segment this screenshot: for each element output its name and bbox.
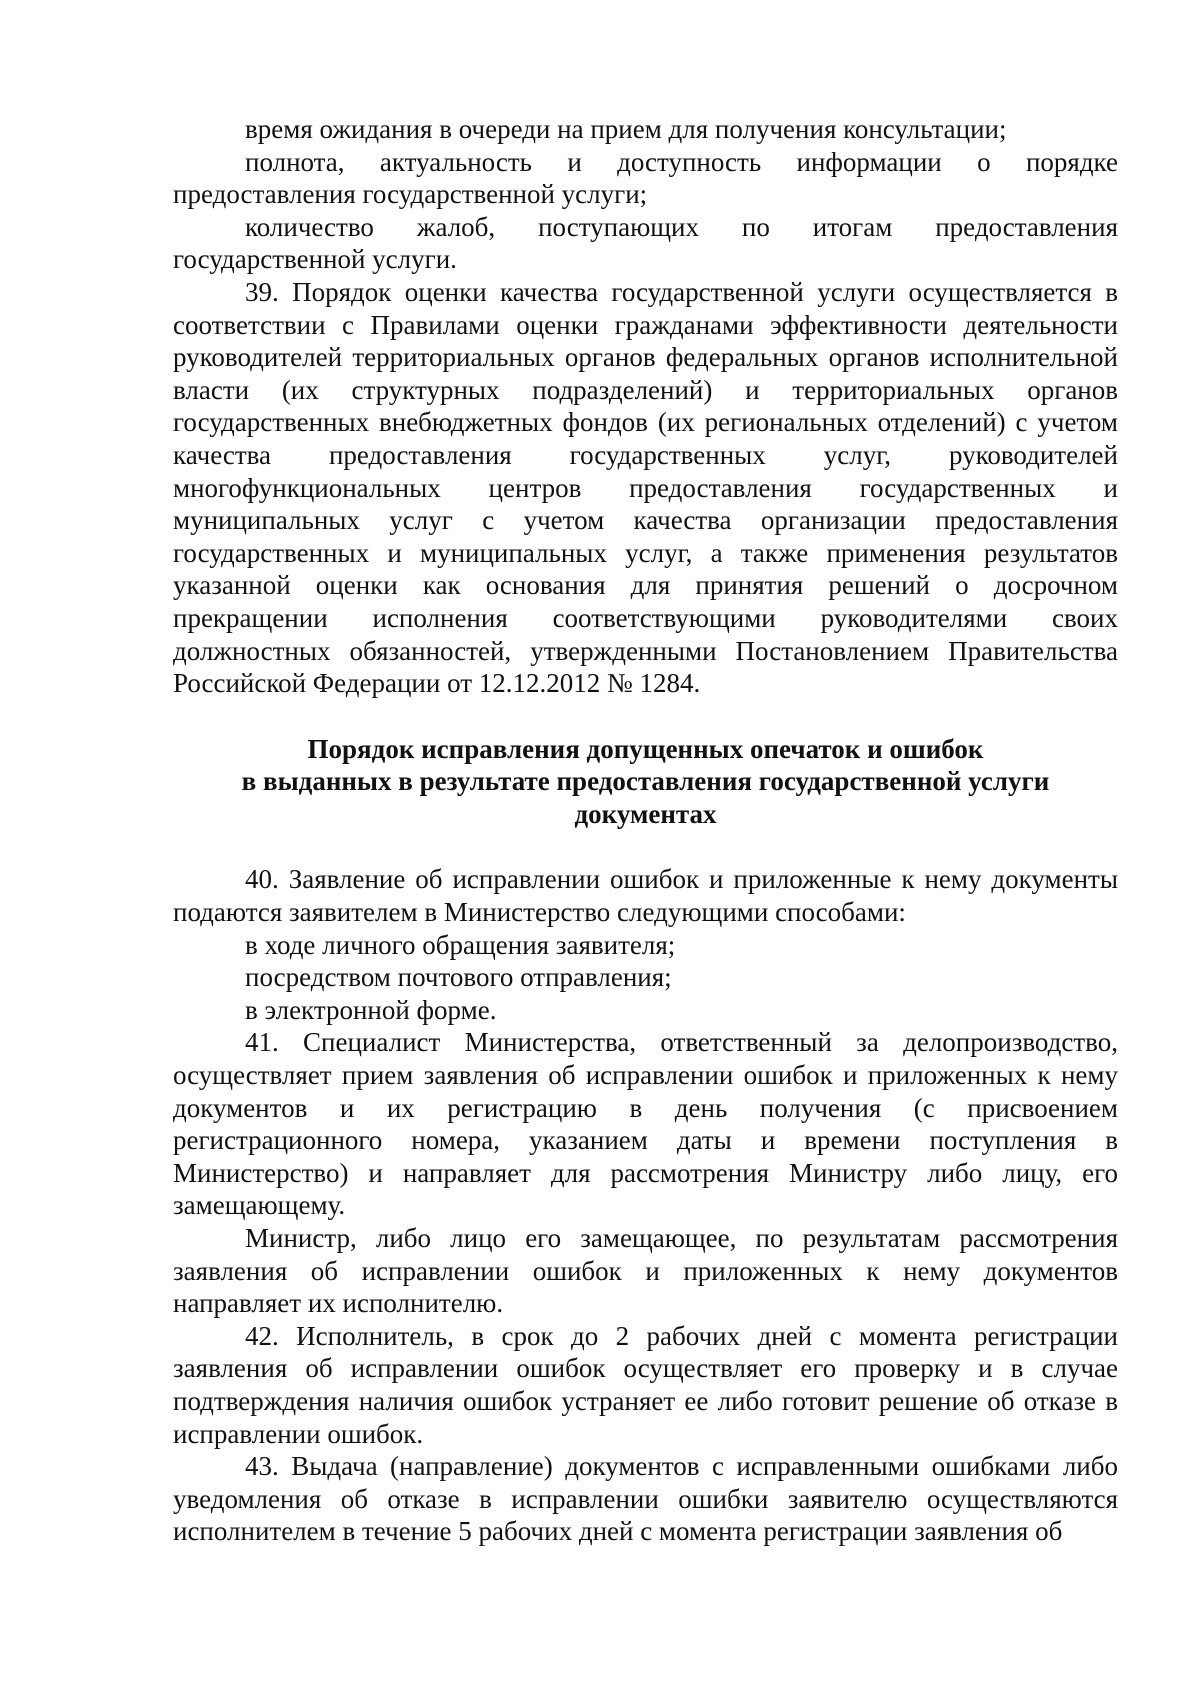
section-heading-line-3: документах bbox=[574, 798, 717, 829]
paragraph-minister: Министр, либо лицо его замещающее, по результатам рассмотрения заявления об исправлении ошибок и приложенных к нему документов направляет их исполнителю. bbox=[173, 1223, 1118, 1319]
paragraph-43: 43. Выдача (направление) документов с исправленными ошибками либо уведомления об отказе в исправлении ошибки заявителю осуществляются исполнителем в течение 5 рабочих дней с момента регистрации заявления об bbox=[173, 1451, 1118, 1547]
section-heading-line-1: Порядок исправления допущенных опечаток и ошибок bbox=[307, 733, 984, 764]
paragraph-waiting-time: время ожидания в очереди на прием для получения консультации; bbox=[245, 114, 1007, 144]
paragraph-39: 39. Порядок оценки качества государственной услуги осуществляется в соответствии с Правилами оценки гражданами эффективности деятельности руководителей территориальных органов федеральных органов исполнительной власти (их структурных подразделений) и территориальных органов государственных внебюджетных фондов (их региональных отделений) с учетом качества предоставления государственных услуг, руководителей многофункциональных центров предоставления государственных и муниципальных услуг с учетом качества организации предоставления государственных и муниципальных услуг, а также применения результатов указанной оценки как основания для принятия решений о досрочном прекращении исполнения соответствующими руководителями своих должностных обязанностей, утвержденными Постановлением Правительства Российской Федерации от 12.12.2012 № 1284. bbox=[173, 276, 1118, 699]
paragraph-electronic: в электронной форме. bbox=[245, 994, 497, 1025]
paragraph-personal-visit: в ходе личного обращения заявителя; bbox=[245, 929, 676, 960]
section-heading-line-2: в выданных в результате предоставления государственной услуги bbox=[241, 766, 1050, 797]
paragraph-40: 40. Заявление об исправлении ошибок и приложенные к нему документы подаются заявителем в Министерство следующими способами: bbox=[173, 864, 1118, 928]
paragraph-42: 42. Исполнитель, в срок до 2 рабочих дней с момента регистрации заявления об исправлении ошибок осуществляет его проверку и в случае подтверждения наличия ошибок устраняет ее либо готовит решение об отказе в исправлении ошибок. bbox=[173, 1320, 1118, 1449]
paragraph-information-completeness: полнота, актуальность и доступность информации о порядке предоставления государственной услуги; bbox=[173, 146, 1118, 210]
paragraph-postal: посредством почтового отправления; bbox=[245, 962, 672, 993]
paragraph-41: 41. Специалист Министерства, ответственный за делопроизводство, осуществляет прием заявления об исправлении ошибок и приложенных к нему документов и их регистрацию в день получения (с присвоением регистрационного номера, указанием даты и времени поступления в Министерство) и направляет для рассмотрения Министру либо лицу, его замещающему. bbox=[173, 1027, 1118, 1221]
paragraph-complaints-count: количество жалоб, поступающих по итогам предоставления государственной услуги. bbox=[173, 211, 1118, 275]
document-body bbox=[173, 113, 1118, 1548]
section-heading bbox=[173, 733, 1118, 831]
